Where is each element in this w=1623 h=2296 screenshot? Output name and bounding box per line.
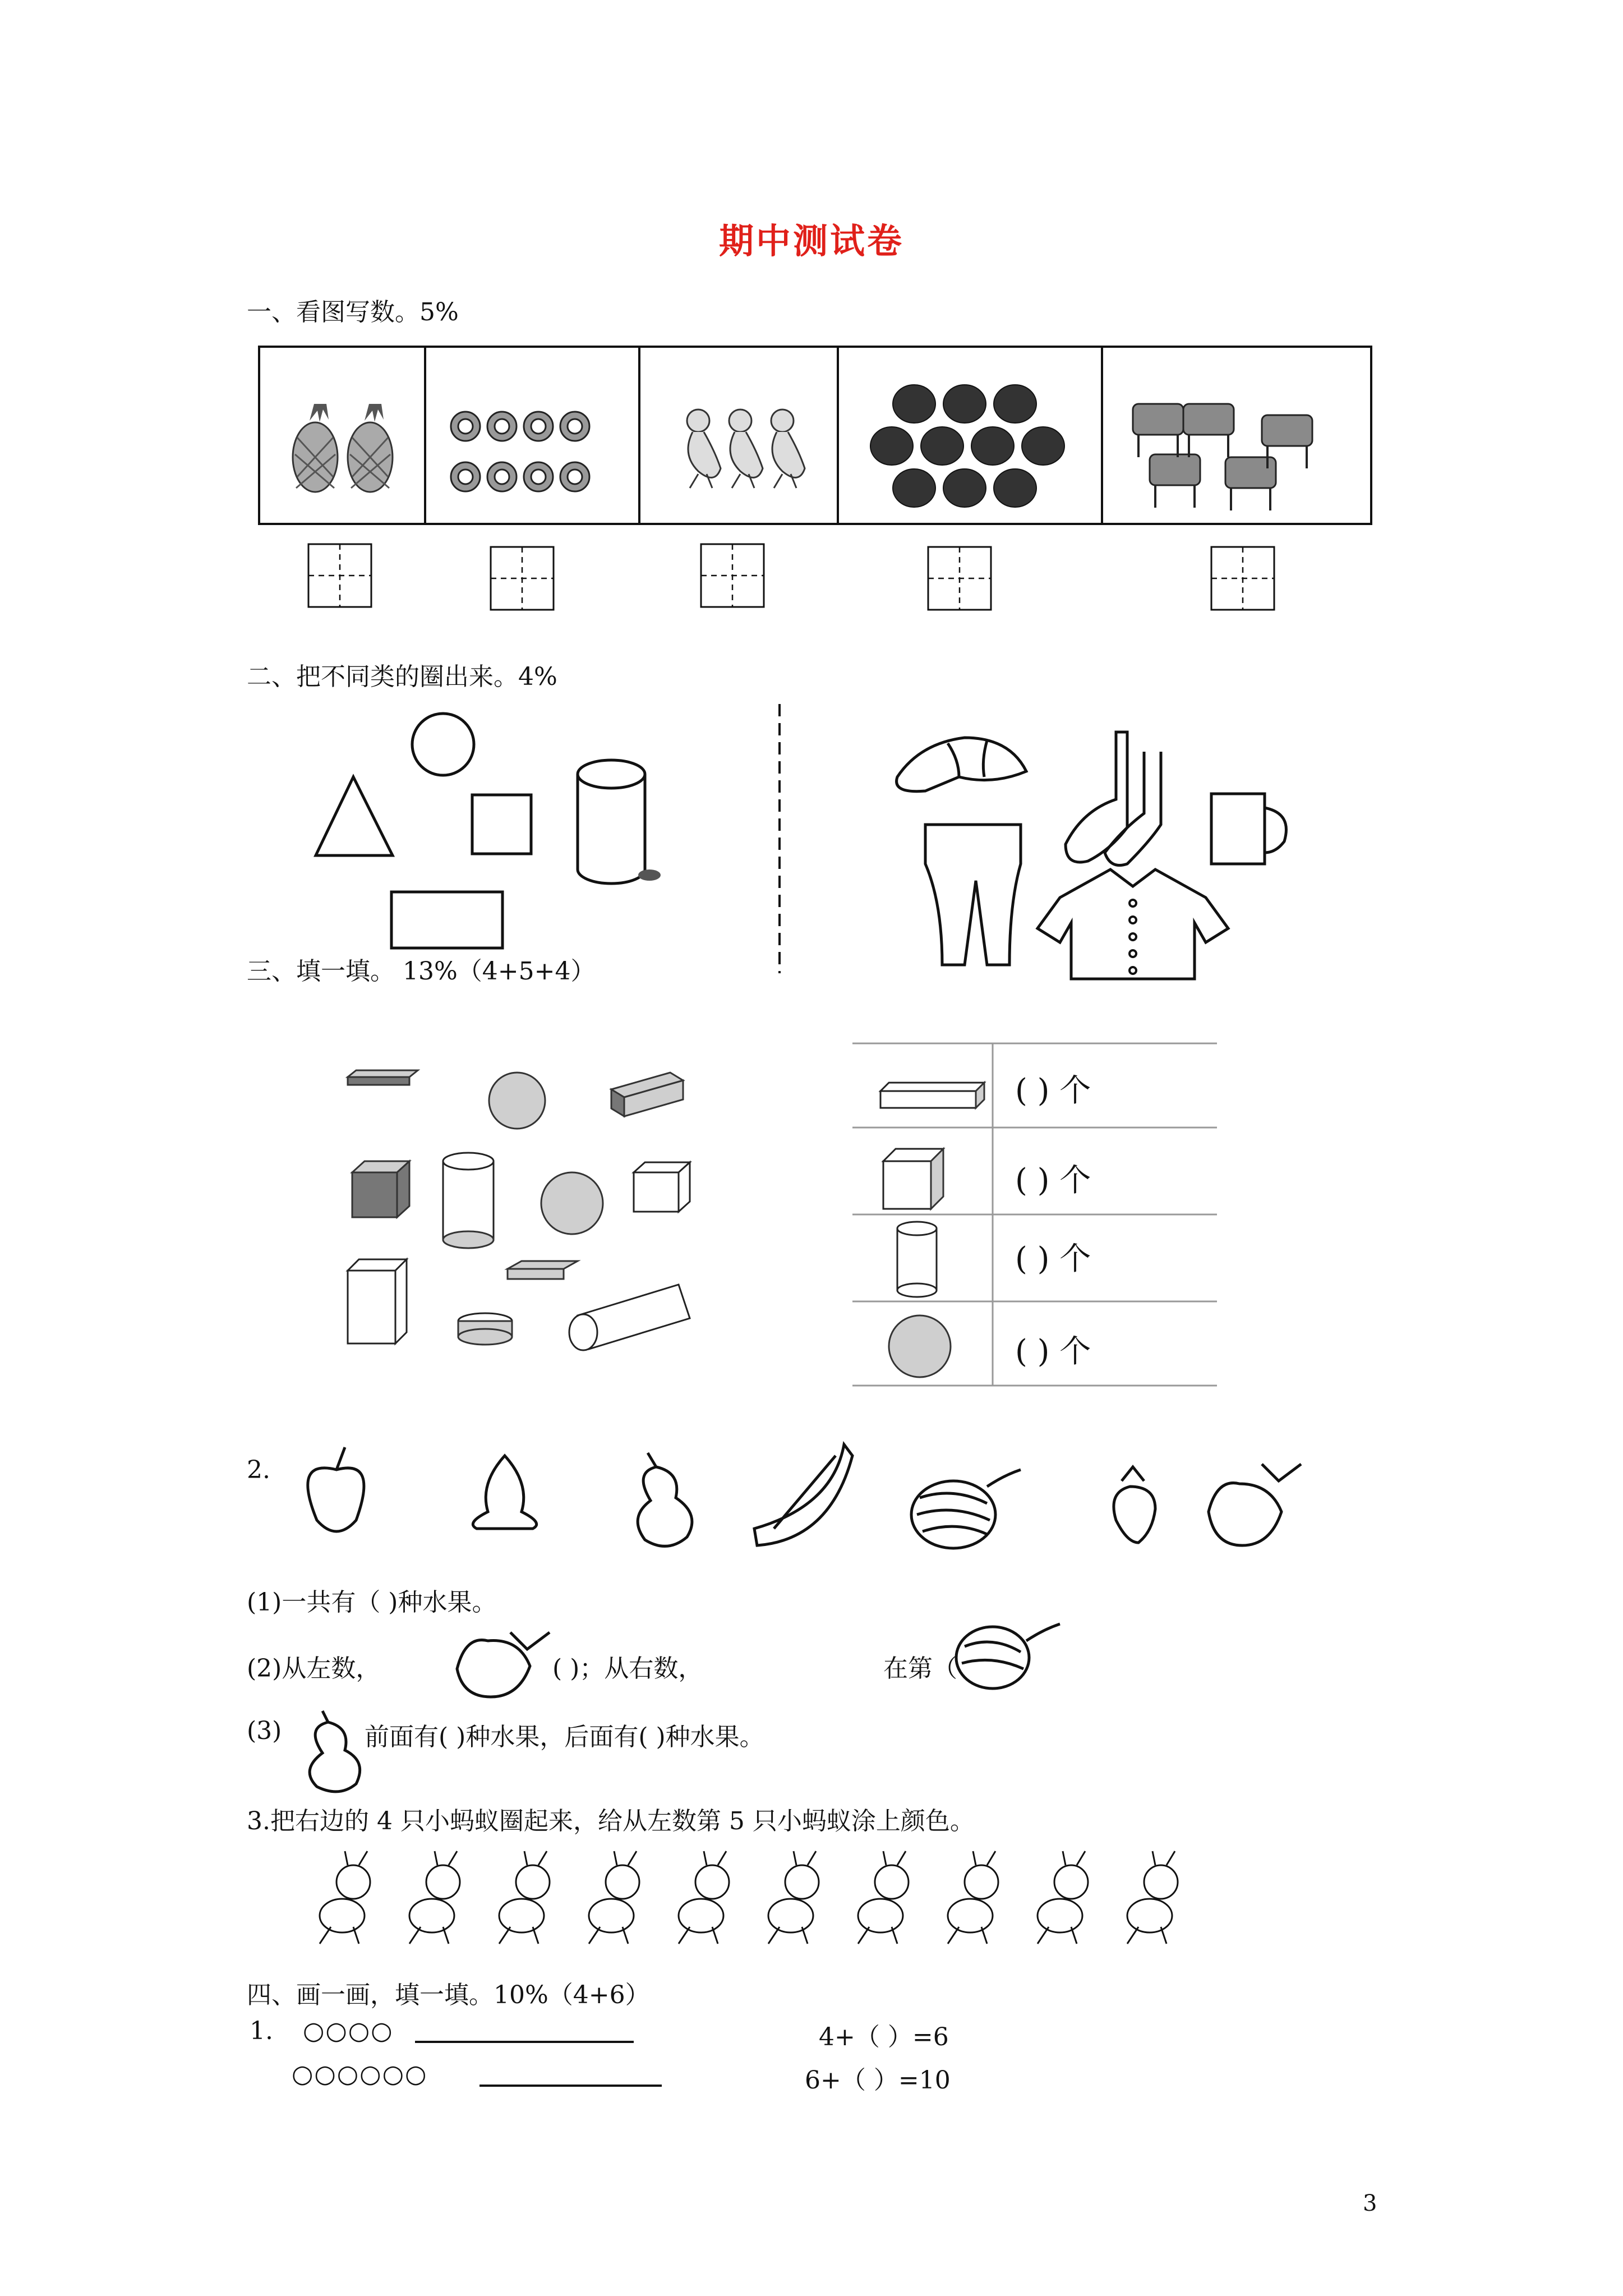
- count-row-cylinder: ( ) 个: [1015, 1241, 1091, 1277]
- q2-line2-b: ( )；从右数，: [552, 1654, 703, 1683]
- q2-line2-c: 在第（: [883, 1654, 957, 1683]
- section2-heading: 二、把不同类的圈出来。4%: [247, 662, 557, 691]
- count-row-cuboid: ( ) 个: [1015, 1073, 1091, 1109]
- q4-row1-circles: ○○○○: [303, 2017, 394, 2045]
- count-row-sphere: ( ) 个: [1015, 1333, 1091, 1370]
- q4-row1-label: 1.: [250, 2017, 273, 2045]
- count-row-cube: ( ) 个: [1015, 1162, 1091, 1199]
- page-number: 3: [1363, 2191, 1377, 2216]
- section4-heading: 四、画一画，填一填。10%（4+6）: [247, 1981, 650, 2009]
- q2-line1: (1)一共有（ )种水果。: [247, 1588, 497, 1617]
- q2-line3-b: 前面有( )种水果，后面有( )种水果。: [365, 1723, 764, 1751]
- q3-text: 3.把右边的 4 只小蚂蚁圈起来，给从左数第 5 只小蚂蚁涂上颜色。: [247, 1807, 975, 1835]
- q2-label: 2.: [247, 1456, 270, 1484]
- q4-row1-equation: 4+（ ）=6: [819, 2023, 949, 2051]
- q4-row2-equation: 6+（ ）=10: [805, 2066, 951, 2095]
- q4-row2-circles: ○○○○○○: [292, 2060, 428, 2088]
- q2-line3-a: (3): [247, 1717, 282, 1745]
- section1-heading: 一、看图写数。5%: [247, 298, 459, 326]
- q2-line2-a: (2)从左数，: [247, 1654, 381, 1683]
- section3-heading: 三、填一填。 13%（4+5+4）: [247, 957, 596, 986]
- page-title: 期中测试卷: [718, 220, 904, 261]
